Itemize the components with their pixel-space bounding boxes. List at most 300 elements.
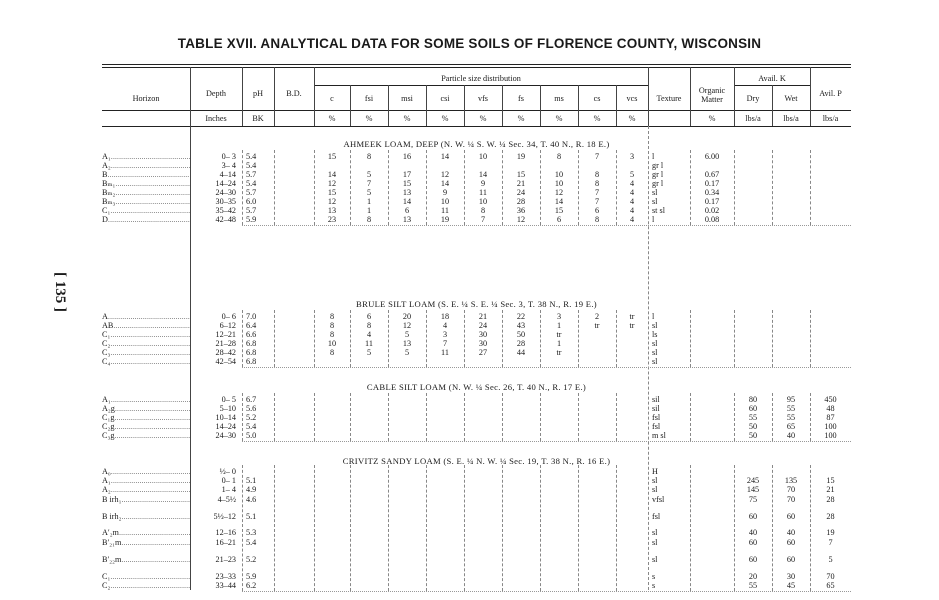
psd-value-fsi: 8 [366,215,372,224]
organic-value: 0.67 [704,170,720,179]
section-col-sep [690,465,691,591]
section-col-sep [242,465,243,591]
psd-value-csi: 12 [440,170,450,179]
horizon-name [102,330,190,339]
ph-value: 5.4 [246,161,257,170]
horizon-label: B′₂₁m [102,538,122,547]
horizon-name [102,161,190,170]
body-col-sep [648,126,649,590]
ph-value: 6.7 [246,395,257,404]
section-col-sep [734,150,735,225]
psd-value-fs: 22 [516,312,526,321]
depth-value: 4–14 [219,170,236,179]
depth-value: 12–21 [215,330,236,339]
unit-depth: Inches [205,114,227,123]
availk-wet-value: 65 [786,422,796,431]
psd-value-fsi: 5 [366,348,372,357]
horizon-label: C₁ [102,330,111,339]
psd-value-ms: 8 [556,152,562,161]
texture-value: sl [652,528,658,537]
availk-wet-value: 55 [786,413,796,422]
header-texture: Texture [656,94,682,103]
psd-value-csi: 10 [440,197,450,206]
horizon-name [102,179,190,188]
psd-value-fs: 21 [516,179,526,188]
depth-value: 0– 3 [221,152,236,161]
texture-value: sil [652,395,660,404]
avilp-value: 87 [826,413,835,422]
availk-wet-value: 40 [786,528,796,537]
psd-value-c: 12 [327,197,337,206]
ph-value: 5.4 [246,538,257,547]
psd-value-msi: 17 [402,170,412,179]
psd-value-fsi: 4 [366,330,372,339]
availk-dry-value: 75 [748,495,758,504]
psd-value-fsi: 7 [366,179,372,188]
ph-value: 4.6 [246,495,257,504]
psd-value-ms: 10 [554,170,564,179]
horizon-name [102,188,190,197]
availk-dry-value: 60 [748,512,758,521]
psd-value-msi: 12 [402,321,412,330]
ph-value: 5.6 [246,404,257,413]
horizon-name [102,206,190,215]
section-bottom-rule [242,225,851,226]
unit-ph: BK [252,114,264,123]
texture-value: vfsl [652,495,665,504]
psd-value-csi: 11 [441,348,449,357]
psd-value-vfs: 14 [478,170,488,179]
header-ph: pH [252,89,263,98]
ph-value: 5.7 [246,170,257,179]
availk-wet-value: 70 [786,485,796,494]
availk-dry-value: 60 [748,555,758,564]
section-col-sep [690,393,691,441]
header-avilp: Avil. P [819,89,842,98]
section-col-sep [242,393,243,441]
availk-wet-value: 60 [786,538,796,547]
section-col-sep [578,465,579,591]
avilp-value: 70 [826,572,835,581]
psd-value-fs: 28 [516,339,526,348]
header-depth: Depth [205,89,226,98]
psd-value-vcs: tr [629,321,635,330]
texture-value: l [652,152,655,161]
psd-value-csi: 18 [440,312,450,321]
table-title: TABLE XVII. ANALYTICAL DATA FOR SOME SOILS OF FLORENCE COUNTY, WISCONSIN [177,36,762,51]
ph-value: 6.0 [246,197,257,206]
ph-value: 5.4 [246,422,257,431]
texture-value: sl [652,555,658,564]
psd-underline [314,85,648,86]
psd-value-cs: 2 [594,312,600,321]
psd-unit-csi: % [441,114,449,123]
avilp-value: 21 [826,485,835,494]
psd-value-ms: 1 [556,339,562,348]
psd-value-fs: 43 [516,321,526,330]
unit-dry: lbs/a [745,114,761,123]
psd-value-c: 15 [327,188,337,197]
psd-col-msi: msi [401,94,413,103]
ph-value: 5.2 [246,555,257,564]
depth-value: 3– 4 [221,161,236,170]
psd-col-fs: fs [518,94,524,103]
ph-value: 6.6 [246,330,257,339]
psd-value-fs: 28 [516,197,526,206]
horizon-label: B′₂₂m [102,555,122,564]
psd-value-vcs: 4 [629,215,635,224]
psd-value-msi: 15 [402,179,412,188]
section-bottom-rule [242,367,851,368]
section-col-sep [810,150,811,225]
psd-unit-vfs: % [479,114,487,123]
depth-value: 0– 6 [221,312,236,321]
availk-wet-value: 55 [786,404,796,413]
avilp-value: 28 [826,512,835,521]
psd-value-vfs: 10 [478,152,488,161]
unit-p: lbs/a [822,114,839,123]
ph-value: 5.7 [246,188,257,197]
texture-value: sl [652,348,658,357]
section-col-sep [616,465,617,591]
texture-value: fsl [652,512,661,521]
psd-value-c: 8 [329,321,335,330]
psd-value-ms: 10 [554,179,564,188]
psd-value-vcs: tr [629,312,635,321]
texture-value: sl [652,476,658,485]
psd-value-csi: 19 [440,215,450,224]
header-availk: Avail. K [758,74,786,83]
psd-value-c: 8 [329,312,335,321]
header-wet: Wet [784,94,798,103]
availk-wet-value: 45 [786,581,796,590]
psd-value-cs: 6 [594,206,600,215]
header-bottom-rule [102,126,851,127]
ph-value: 5.3 [246,528,257,537]
horizon-label: A₁ [102,395,111,404]
section-col-sep [388,465,389,591]
depth-value: 12–16 [215,528,236,537]
horizon-name [102,413,190,422]
psd-value-vcs: 4 [629,179,635,188]
psd-unit-c: % [328,114,336,123]
section-col-sep [464,465,465,591]
depth-value: 42–54 [215,357,236,366]
psd-value-ms: 15 [554,206,564,215]
horizon-name [102,422,190,431]
depth-value: 24–30 [215,188,236,197]
psd-value-msi: 13 [402,339,412,348]
horizon-name [102,485,190,494]
horizon-label: A [102,312,108,321]
header-units-rule [102,110,851,111]
organic-value: 6.00 [704,152,720,161]
section-bottom-rule [242,441,851,442]
psd-value-vfs: 24 [478,321,488,330]
depth-value: 5–10 [219,404,236,413]
psd-value-cs: 8 [594,179,600,188]
horizon-name [102,512,190,521]
psd-value-vfs: 27 [478,348,488,357]
depth-value: 21–23 [215,555,236,564]
psd-value-fs: 19 [516,152,526,161]
psd-value-csi: 3 [442,330,448,339]
psd-value-fs: 50 [516,330,526,339]
psd-value-fs: 12 [516,215,526,224]
texture-value: sl [652,485,658,494]
section-col-sep [426,465,427,591]
psd-value-csi: 4 [442,321,448,330]
horizon-name [102,431,190,440]
psd-value-fsi: 1 [366,197,372,206]
ph-value: 5.1 [246,476,257,485]
avilp-value: 15 [826,476,835,485]
psd-value-fs: 24 [516,188,526,197]
analytical-data-table [102,64,851,594]
section-col-sep [274,150,275,225]
section-col-sep [350,465,351,591]
section-col-sep [616,393,617,441]
depth-value: 10–14 [215,413,236,422]
organic-value: 0.02 [704,206,720,215]
header-organic: Organic Matter [698,86,726,104]
psd-col-fsi: fsi [364,94,374,103]
section-col-sep [540,393,541,441]
psd-col-ms: ms [554,94,564,103]
section-title: CABLE SILT LOAM (N. W. ¼ Sec. 26, T. 40 N., R. 17 E.) [366,382,587,392]
psd-value-vfs: 21 [478,312,488,321]
psd-value-ms: 1 [556,321,562,330]
section-col-sep [464,393,465,441]
ph-value: 6.4 [246,321,257,330]
psd-value-fsi: 1 [366,206,372,215]
psd-value-cs: 7 [594,197,600,206]
horizon-label: C₁g [102,413,115,422]
psd-value-ms: tr [556,330,562,339]
depth-value: 0– 5 [221,395,236,404]
texture-value: gr l [652,161,664,170]
psd-value-csi: 14 [440,152,450,161]
texture-value: sl [652,321,658,330]
availk-dry-value: 55 [748,581,758,590]
texture-value: s [652,572,656,581]
horizon-name [102,404,190,413]
psd-value-cs: 7 [594,152,600,161]
texture-value: sl [652,188,658,197]
horizon-name [102,395,190,404]
psd-col-vfs: vfs [477,94,488,103]
organic-value: 0.08 [704,215,720,224]
horizon-name [102,170,190,179]
psd-value-cs: 8 [594,170,600,179]
psd-col-csi: csi [440,94,450,103]
ph-value: 5.0 [246,431,257,440]
section-bottom-rule [242,591,851,592]
availk-wet-value: 60 [786,555,796,564]
availk-dry-value: 50 [748,422,758,431]
depth-value: ½– 0 [219,467,236,476]
horizon-label: Bₘ₁ [102,179,116,188]
horizon-label: C₂ [102,581,111,590]
horizon-label: A₀ [102,467,111,476]
ph-value: 6.8 [246,339,257,348]
horizon-name [102,581,190,590]
psd-unit-msi: % [403,114,411,123]
depth-value: 14–24 [215,422,236,431]
texture-value: gr l [652,170,664,179]
psd-value-fsi: 6 [366,312,372,321]
texture-value: m sl [652,431,666,440]
psd-unit-cs: % [593,114,601,123]
section-col-sep [314,465,315,591]
availk-wet-value: 70 [786,495,796,504]
texture-value: fsl [652,422,661,431]
horizon-name [102,572,190,581]
psd-value-msi: 13 [402,188,412,197]
section-col-sep [388,393,389,441]
horizon-name [102,495,190,504]
horizon-label: Bₘ₂ [102,188,116,197]
psd-value-msi: 5 [404,348,410,357]
horizon-label: B irh₂ [102,512,122,521]
texture-value: st sl [652,206,665,215]
texture-value: l [652,215,655,224]
depth-value: 42–48 [215,215,236,224]
psd-value-fsi: 8 [366,321,372,330]
horizon-name [102,339,190,348]
unit-organic: % [708,114,716,123]
horizon-name [102,357,190,366]
depth-value: 4–5½ [217,495,236,504]
ph-value: 5.9 [246,215,257,224]
avilp-value: 450 [824,395,837,404]
psd-value-vfs: 10 [478,197,488,206]
horizon-label: AB [102,321,114,330]
unit-wet: lbs/a [783,114,799,123]
depth-value: 35–42 [215,206,236,215]
horizon-label: B irh₁ [102,495,122,504]
horizon-label: C₁ [102,572,111,581]
psd-value-c: 14 [327,170,337,179]
psd-value-fs: 15 [516,170,526,179]
texture-value: gr l [652,179,664,188]
availk-dry-value: 55 [748,413,758,422]
availk-dry-value: 60 [748,538,758,547]
texture-value: sl [652,357,658,366]
section-col-sep [810,310,811,367]
psd-value-c: 8 [329,348,335,357]
psd-value-fsi: 8 [366,152,372,161]
section-col-sep [426,393,427,441]
psd-value-fs: 44 [516,348,526,357]
psd-unit-fsi: % [365,114,373,123]
texture-value: sl [652,538,658,547]
depth-value: 28–42 [215,348,236,357]
section-col-sep [690,310,691,367]
horizon-name [102,215,190,224]
psd-value-c: 23 [327,215,337,224]
organic-value: 0.17 [704,197,720,206]
avilp-value: 100 [824,422,837,431]
avilp-value: 5 [828,555,833,564]
texture-value: sl [652,339,658,348]
availk-wet-value: 95 [786,395,796,404]
ph-value: 5.9 [246,572,257,581]
avilp-value: 100 [824,431,837,440]
depth-value: 16–21 [215,538,236,547]
section-col-sep [274,310,275,367]
section-col-sep [502,393,503,441]
texture-value: ls [652,330,658,339]
depth-value: 14–24 [215,179,236,188]
avilp-value: 19 [826,528,835,537]
psd-value-vcs: 4 [629,206,635,215]
ph-value: 5.7 [246,206,257,215]
horizon-name [102,538,190,547]
horizon-label: C₂g [102,422,115,431]
horizon-name [102,348,190,357]
psd-value-c: 10 [327,339,337,348]
texture-value: fsl [652,413,661,422]
psd-value-vfs: 9 [480,179,486,188]
psd-value-ms: tr [556,348,562,357]
organic-value: 0.17 [704,179,720,188]
availk-dry-value: 145 [746,485,760,494]
psd-value-vfs: 7 [480,215,486,224]
psd-value-msi: 16 [402,152,412,161]
psd-col-vcs: vcs [626,94,638,103]
psd-col-c: c [330,94,334,103]
depth-value: 5½–12 [213,512,236,521]
avilp-value: 65 [826,581,835,590]
psd-value-vcs: 5 [629,170,635,179]
top-rule-2 [102,67,851,68]
horizon-label: A₁ [102,476,111,485]
psd-value-cs: tr [594,321,600,330]
availk-wet-value: 60 [786,512,796,521]
section-col-sep [242,150,243,225]
psd-value-msi: 13 [402,215,412,224]
psd-value-cs: 7 [594,188,600,197]
psd-value-csi: 11 [441,206,449,215]
depth-value: 21–28 [215,339,236,348]
psd-col-cs: cs [593,94,601,103]
psd-value-csi: 7 [442,339,448,348]
ph-value: 4.9 [246,485,257,494]
depth-value: 30–35 [215,197,236,206]
avilp-value: 48 [826,404,835,413]
psd-value-msi: 20 [402,312,412,321]
horizon-label: A₂ [102,485,111,494]
psd-value-csi: 14 [440,179,450,188]
section-col-sep [734,310,735,367]
header-horizon: Horizon [132,94,160,103]
psd-value-msi: 5 [404,330,410,339]
horizon-label: C₄ [102,357,111,366]
depth-value: 1– 4 [221,485,236,494]
horizon-label: D [102,215,108,224]
psd-unit-fs: % [517,114,525,123]
horizon-name [102,467,190,476]
horizon-label: B [102,170,108,179]
ph-value: 6.2 [246,581,257,590]
section-col-sep [772,310,773,367]
horizon-label: C₂ [102,339,111,348]
psd-value-msi: 14 [402,197,412,206]
psd-value-c: 13 [327,206,337,215]
texture-value: sil [652,404,660,413]
page-number: [ 135 ] [52,272,68,312]
